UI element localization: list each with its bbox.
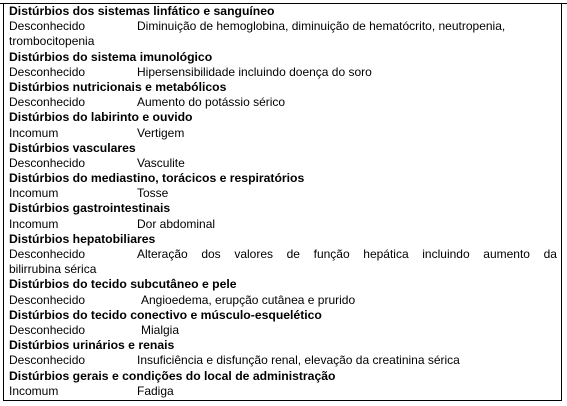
effect-line-1: Diminuição de hemoglobina, diminuição de hematócrito, neutropenia, [137,19,506,34]
effect-word: aumento [483,247,530,262]
table-row [9,247,557,277]
section-heading: Distúrbios dos sistemas linfático e sanguíneo [9,4,275,18]
frequency-label: Incomum [9,383,59,398]
effect-text: Tosse [137,186,169,201]
effect-text: Mialgia [141,322,180,337]
effect-text: Vertigem [137,125,185,140]
effect-line-2: trombocitopenia [9,34,95,49]
table-row [9,65,557,80]
section-heading: Distúrbios hepatobiliares [9,231,156,246]
frequency-label: Desconhecido [9,155,86,170]
effect-text: Insuficiência e disfunção renal, elevação da creatinina sérica [137,353,460,368]
effect-word: hepática [363,247,409,262]
section-heading: Distúrbios do tecido conectivo e músculo-esquelético [9,307,322,322]
section-heading: Distúrbios urinários e renais [9,338,175,353]
effect-text: Vasculite [137,155,185,170]
frequency-label: Desconhecido [9,292,86,307]
table-row [9,384,557,399]
frequency-label: Desconhecido [9,64,86,79]
effect-text: Dor abdominal [137,216,216,231]
table-row [9,217,557,232]
frequency-label: Desconhecido [9,353,86,368]
section-heading: Distúrbios do tecido subcutâneo e pele [9,277,237,292]
table-row [9,323,557,338]
frequency-label: Desconhecido [9,19,86,34]
effect-line-1 [137,247,557,262]
frequency-label: Desconhecido [9,247,86,262]
frequency-label: Desconhecido [9,322,86,337]
section-heading: Distúrbios vasculares [9,140,136,155]
section-heading: Distúrbios do sistema imunológico [9,49,213,64]
frequency-label: Incomum [9,216,59,231]
section-heading: Distúrbios nutricionais e metabólicos [9,79,227,94]
table-row [9,95,557,110]
table-row [9,186,557,201]
table-row [9,156,557,171]
effect-line-2: bilirrubina sérica [9,262,97,277]
effect-word: valores [234,247,273,262]
section-heading: Distúrbios gastrointestinais [9,201,171,216]
effect-word: Alteração [137,247,188,262]
frequency-label: Desconhecido [9,95,86,110]
section-heading: Distúrbios do labirinto e ouvido [9,110,193,125]
section-heading: Distúrbios gerais e condições do local de administração [9,368,336,383]
effect-text: Fadiga [137,383,174,398]
effect-text [137,19,557,34]
adverse-reactions-table [9,4,557,399]
effect-word: incluindo [422,247,470,262]
table-row [9,353,557,368]
effect-text: Hipersensibilidade incluindo doença do soro [137,64,372,79]
effect-text [137,247,557,262]
table-row [9,19,557,49]
effect-word: da [543,247,557,262]
section-heading: Distúrbios do mediastino, torácicos e respiratórios [9,171,305,186]
effect-text: Angioedema, erupção cutânea e prurido [141,292,356,307]
effect-word: dos [201,247,221,262]
frequency-label: Incomum [9,125,59,140]
table-row [9,126,557,141]
effect-word: função [313,247,350,262]
table-row [9,293,557,308]
effect-text: Aumento do potássio sérico [137,95,286,110]
frequency-label: Incomum [9,186,59,201]
effect-word: de [286,247,300,262]
